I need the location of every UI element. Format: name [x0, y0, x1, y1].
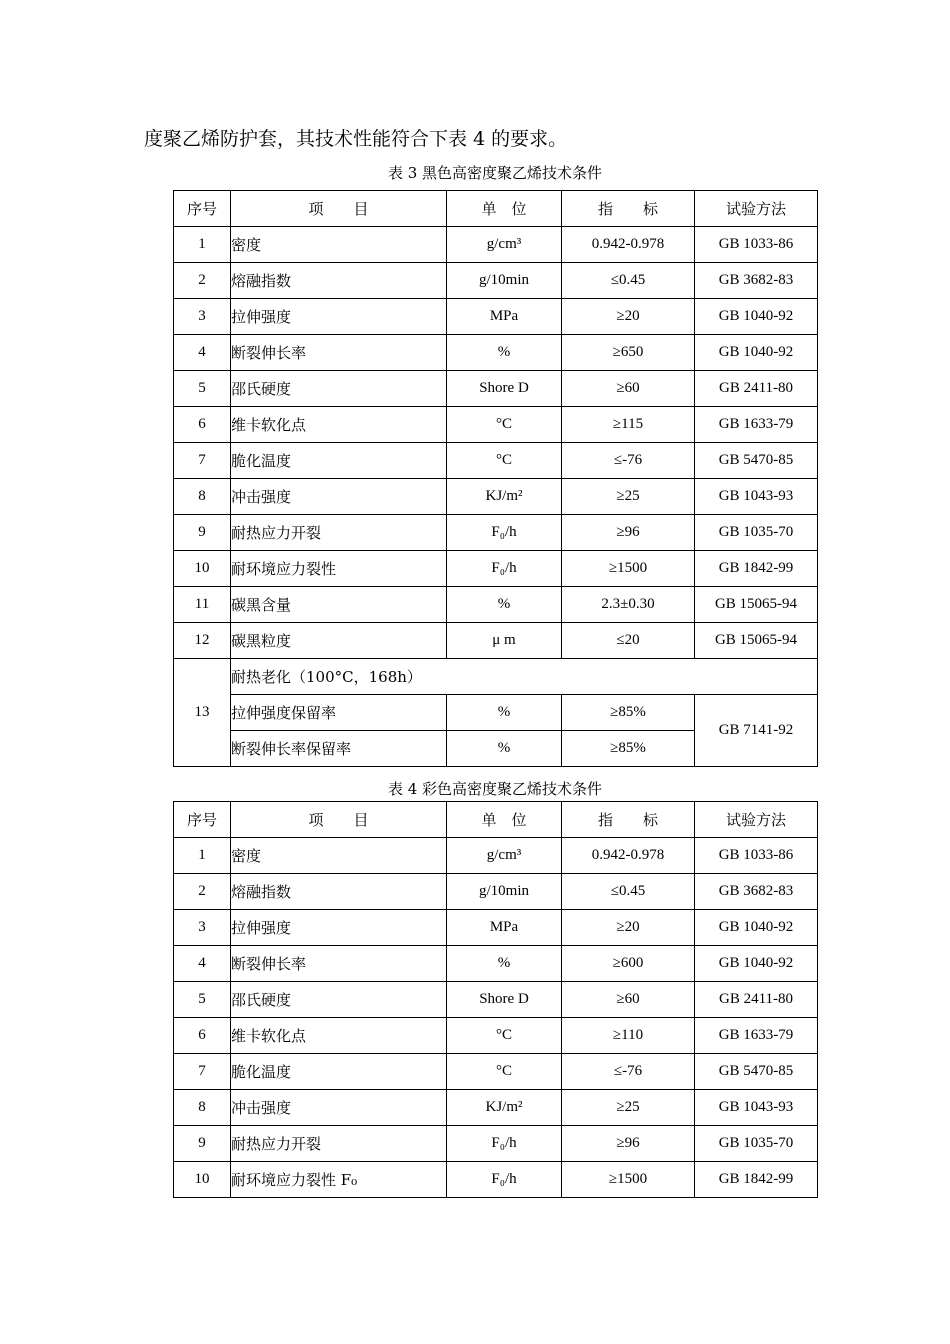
table-row [174, 515, 818, 551]
cell-method: GB 5470-85 [695, 443, 818, 479]
cell-unit: F₀/h [447, 551, 562, 587]
row13-sub2-item: 断裂伸长率保留率 [231, 731, 447, 767]
cell-no: 3 [174, 299, 231, 335]
table4-color-hdpe-specs [173, 801, 818, 1198]
header-method: 试验方法 [695, 802, 818, 838]
cell-no: 5 [174, 371, 231, 407]
row13-sub2-spec: ≥85% [562, 731, 695, 767]
cell-spec: ≥600 [562, 946, 695, 982]
table-header-row [174, 802, 818, 838]
table-row [174, 1090, 818, 1126]
table4-caption: 表 4 彩色高密度聚乙烯技术条件 [387, 780, 603, 798]
cell-unit: MPa [447, 299, 562, 335]
cell-no: 5 [174, 982, 231, 1018]
cell-method: GB 1633-79 [695, 407, 818, 443]
cell-item: 脆化温度 [231, 443, 447, 479]
table-row [174, 910, 818, 946]
cell-unit: KJ/m² [447, 1090, 562, 1126]
row13-sub1-spec: ≥85% [562, 695, 695, 731]
cell-method: GB 1842-99 [695, 551, 818, 587]
table-row [174, 623, 818, 659]
cell-method: GB 1633-79 [695, 1018, 818, 1054]
table3-caption: 表 3 黑色高密度聚乙烯技术条件 [387, 164, 603, 182]
cell-unit: Shore D [447, 982, 562, 1018]
table-row [174, 1126, 818, 1162]
header-method: 试验方法 [695, 191, 818, 227]
cell-item: 熔融指数 [231, 263, 447, 299]
cell-no: 10 [174, 551, 231, 587]
intro-paragraph: 度聚乙烯防护套，其技术性能符合下表 4 的要求。 [144, 128, 568, 150]
cell-method: GB 1040-92 [695, 335, 818, 371]
cell-item: 耐环境应力裂性 F₀ [231, 1162, 447, 1198]
row13-item: 耐热老化（100°C，168h） [231, 659, 818, 695]
cell-spec: ≥650 [562, 335, 695, 371]
table-row [174, 407, 818, 443]
cell-unit: % [447, 946, 562, 982]
cell-unit: °C [447, 443, 562, 479]
table-row [174, 479, 818, 515]
cell-method: GB 1033-86 [695, 838, 818, 874]
cell-unit: MPa [447, 910, 562, 946]
table-row [174, 1162, 818, 1198]
table-row [174, 587, 818, 623]
cell-spec: ≥25 [562, 1090, 695, 1126]
cell-unit: F₀/h [447, 1162, 562, 1198]
table-row [174, 1018, 818, 1054]
cell-spec: ≤-76 [562, 443, 695, 479]
cell-method: GB 2411-80 [695, 982, 818, 1018]
header-spec: 指 标 [562, 802, 695, 838]
table-row [174, 874, 818, 910]
cell-spec: ≤-76 [562, 1054, 695, 1090]
cell-item: 断裂伸长率 [231, 335, 447, 371]
cell-method: GB 1842-99 [695, 1162, 818, 1198]
cell-spec: ≥25 [562, 479, 695, 515]
cell-item: 邵氏硬度 [231, 371, 447, 407]
table-row [174, 299, 818, 335]
cell-item: 冲击强度 [231, 1090, 447, 1126]
cell-method: GB 1035-70 [695, 515, 818, 551]
cell-unit: F₀/h [447, 515, 562, 551]
cell-item: 脆化温度 [231, 1054, 447, 1090]
row13-sub1-unit: % [447, 695, 562, 731]
cell-spec: ≥20 [562, 299, 695, 335]
table3-black-hdpe-specs [173, 190, 818, 767]
cell-no: 4 [174, 335, 231, 371]
cell-spec: ≥1500 [562, 551, 695, 587]
table-row [174, 1054, 818, 1090]
cell-method: GB 1035-70 [695, 1126, 818, 1162]
table-row [174, 695, 818, 731]
cell-unit: g/cm³ [447, 227, 562, 263]
cell-no: 10 [174, 1162, 231, 1198]
cell-unit: g/10min [447, 874, 562, 910]
cell-no: 3 [174, 910, 231, 946]
cell-no: 2 [174, 874, 231, 910]
cell-unit: μ m [447, 623, 562, 659]
cell-no: 8 [174, 1090, 231, 1126]
cell-item: 邵氏硬度 [231, 982, 447, 1018]
cell-spec: 2.3±0.30 [562, 587, 695, 623]
cell-item: 密度 [231, 838, 447, 874]
table-row [174, 659, 818, 695]
cell-spec: ≥96 [562, 1126, 695, 1162]
cell-item: 耐热应力开裂 [231, 1126, 447, 1162]
header-unit: 单 位 [447, 191, 562, 227]
cell-item: 碳黑含量 [231, 587, 447, 623]
cell-method: GB 1040-92 [695, 299, 818, 335]
cell-no: 9 [174, 515, 231, 551]
cell-method: GB 3682-83 [695, 874, 818, 910]
header-spec: 指 标 [562, 191, 695, 227]
cell-spec: ≥20 [562, 910, 695, 946]
cell-spec: ≥96 [562, 515, 695, 551]
cell-unit: °C [447, 1018, 562, 1054]
cell-unit: % [447, 587, 562, 623]
cell-no: 6 [174, 1018, 231, 1054]
cell-no: 1 [174, 838, 231, 874]
cell-spec: 0.942-0.978 [562, 227, 695, 263]
cell-item: 拉伸强度 [231, 299, 447, 335]
cell-unit: °C [447, 1054, 562, 1090]
cell-method: GB 2411-80 [695, 371, 818, 407]
cell-spec: ≤0.45 [562, 263, 695, 299]
cell-no: 6 [174, 407, 231, 443]
cell-method: GB 1040-92 [695, 946, 818, 982]
cell-item: 冲击强度 [231, 479, 447, 515]
table-row [174, 982, 818, 1018]
cell-item: 维卡软化点 [231, 1018, 447, 1054]
row13-no: 13 [174, 659, 231, 767]
header-item: 项 目 [231, 802, 447, 838]
row13-sub2-unit: % [447, 731, 562, 767]
cell-method: GB 15065-94 [695, 587, 818, 623]
table-row [174, 227, 818, 263]
table-row [174, 443, 818, 479]
table-row [174, 335, 818, 371]
cell-no: 2 [174, 263, 231, 299]
table-row [174, 946, 818, 982]
cell-unit: F₀/h [447, 1126, 562, 1162]
cell-no: 8 [174, 479, 231, 515]
table-row [174, 371, 818, 407]
cell-no: 4 [174, 946, 231, 982]
cell-item: 拉伸强度 [231, 910, 447, 946]
header-no: 序号 [174, 802, 231, 838]
cell-method: GB 1043-93 [695, 479, 818, 515]
cell-item: 耐热应力开裂 [231, 515, 447, 551]
cell-item: 密度 [231, 227, 447, 263]
cell-spec: ≥110 [562, 1018, 695, 1054]
cell-no: 7 [174, 1054, 231, 1090]
cell-item: 断裂伸长率 [231, 946, 447, 982]
cell-method: GB 1033-86 [695, 227, 818, 263]
table3-row13-group [174, 659, 818, 767]
cell-spec: ≥60 [562, 371, 695, 407]
cell-no: 7 [174, 443, 231, 479]
cell-no: 11 [174, 587, 231, 623]
table-header-row [174, 191, 818, 227]
cell-spec: 0.942-0.978 [562, 838, 695, 874]
row13-method: GB 7141-92 [695, 695, 818, 767]
table-row [174, 263, 818, 299]
cell-unit: g/cm³ [447, 838, 562, 874]
cell-item: 碳黑粒度 [231, 623, 447, 659]
cell-method: GB 15065-94 [695, 623, 818, 659]
cell-unit: Shore D [447, 371, 562, 407]
cell-spec: ≥115 [562, 407, 695, 443]
header-unit: 单 位 [447, 802, 562, 838]
cell-spec: ≥60 [562, 982, 695, 1018]
cell-no: 12 [174, 623, 231, 659]
cell-item: 熔融指数 [231, 874, 447, 910]
cell-spec: ≤20 [562, 623, 695, 659]
cell-spec: ≥1500 [562, 1162, 695, 1198]
cell-spec: ≤0.45 [562, 874, 695, 910]
cell-item: 维卡软化点 [231, 407, 447, 443]
cell-method: GB 3682-83 [695, 263, 818, 299]
cell-item: 耐环境应力裂性 [231, 551, 447, 587]
cell-unit: % [447, 335, 562, 371]
cell-method: GB 5470-85 [695, 1054, 818, 1090]
cell-method: GB 1043-93 [695, 1090, 818, 1126]
row13-sub1-item: 拉伸强度保留率 [231, 695, 447, 731]
table3-body [174, 227, 818, 659]
cell-unit: g/10min [447, 263, 562, 299]
cell-unit: °C [447, 407, 562, 443]
header-item: 项 目 [231, 191, 447, 227]
cell-no: 9 [174, 1126, 231, 1162]
table4-body [174, 838, 818, 1198]
cell-no: 1 [174, 227, 231, 263]
cell-method: GB 1040-92 [695, 910, 818, 946]
cell-unit: KJ/m² [447, 479, 562, 515]
table-row [174, 838, 818, 874]
header-no: 序号 [174, 191, 231, 227]
table-row [174, 551, 818, 587]
